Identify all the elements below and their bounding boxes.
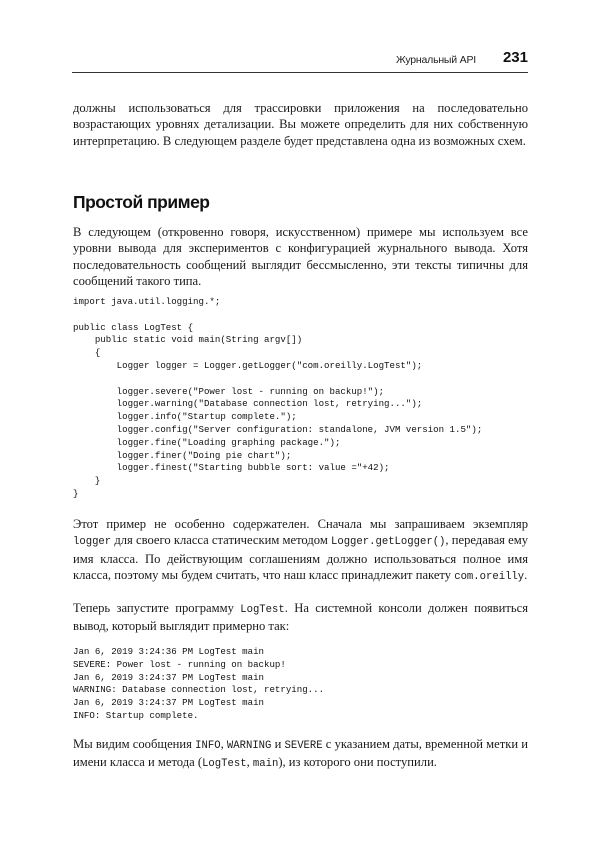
- code-listing: import java.util.logging.*; public class LogTest { public static void main(String argv[]) { Logger logger = Logger.getLogger("com.oreilly.LogTest"); logger.severe("Power lost - running on backup!"); logger.warning("Database connection lost, retrying..."); logger.info("Startup complete."); logger.config("Server configuration: standalone, JVM version 1.5"); logger.fine("Loading graphing package."); logger.finer("Doing pie chart"); logger.finest("Starting bubble sort: value ="+42); } }: [73, 296, 483, 499]
- text-run: ,: [220, 737, 227, 751]
- inline-code: WARNING: [226, 740, 272, 752]
- section-heading: Простой пример: [73, 192, 210, 212]
- text-run: ), из которого они поступили.: [278, 755, 437, 770]
- inline-code: SEVERE: [284, 740, 323, 752]
- text-run: с указанием даты, временной метки и имени класса и метода (: [73, 737, 529, 770]
- running-header-title: Журнальный API: [395, 54, 476, 66]
- text-run: и: [271, 737, 285, 751]
- text-run: , передавая ему имя класса. По действующим соглашениям должно использоваться полное имя класса, поэтому мы будем считать, что наш класс принадлежит пакету: [73, 533, 529, 582]
- text-run: ,: [246, 755, 253, 770]
- paragraph-output-explanation: [73, 736, 528, 773]
- console-output: Jan 6, 2019 3:24:36 PM LogTest main SEVERE: Power lost - running on backup! Jan 6, 2019 3:24:37 PM LogTest main WARNING: Database connection lost, retrying... Jan 6, 2019 3:24:37 PM LogTest main INFO: Startup complete.: [73, 646, 325, 721]
- paragraph-explanation: [73, 516, 528, 585]
- inline-code: logger: [73, 536, 112, 549]
- inline-code: Logger.getLogger(): [330, 536, 446, 549]
- paragraph-example-intro: В следующем (откровенно говоря, искусственном) примере мы используем все уровни вывода для экспериментов с конфигурацией журнального вывода. Хотя последовательность сообщений выглядит бессмысленно, эти тексты типичны для сообщений такого типа.: [73, 225, 528, 288]
- paragraph-run-instructions: [73, 600, 528, 635]
- inline-code: main: [252, 758, 279, 771]
- inline-code: LogTest: [240, 604, 285, 616]
- text-run: Этот пример не особенно содержателен. Сначала мы запрашиваем экземпляр: [73, 517, 528, 531]
- text-run: для своего класса статическим методом: [111, 533, 331, 548]
- paragraph-intro: должны использоваться для трассировки приложения на последовательно возрастающих уровнях детализации. Вы можете определить для них собственную интерпретацию. В следующем разделе будет представлена одна из возможных схем.: [73, 101, 528, 148]
- text-run: . На системной консоли должен появиться вывод, который выглядит примерно так:: [73, 601, 528, 634]
- text-run: Мы видим сообщения: [73, 737, 196, 751]
- inline-code: LogTest: [202, 758, 247, 771]
- page-number: 231: [502, 49, 528, 66]
- inline-code: INFO: [195, 740, 221, 752]
- running-header: [72, 48, 528, 70]
- header-divider: [72, 72, 528, 73]
- text-run: Теперь запустите программу: [73, 601, 241, 615]
- inline-code: com.oreilly: [454, 570, 525, 583]
- text-run: .: [524, 567, 528, 582]
